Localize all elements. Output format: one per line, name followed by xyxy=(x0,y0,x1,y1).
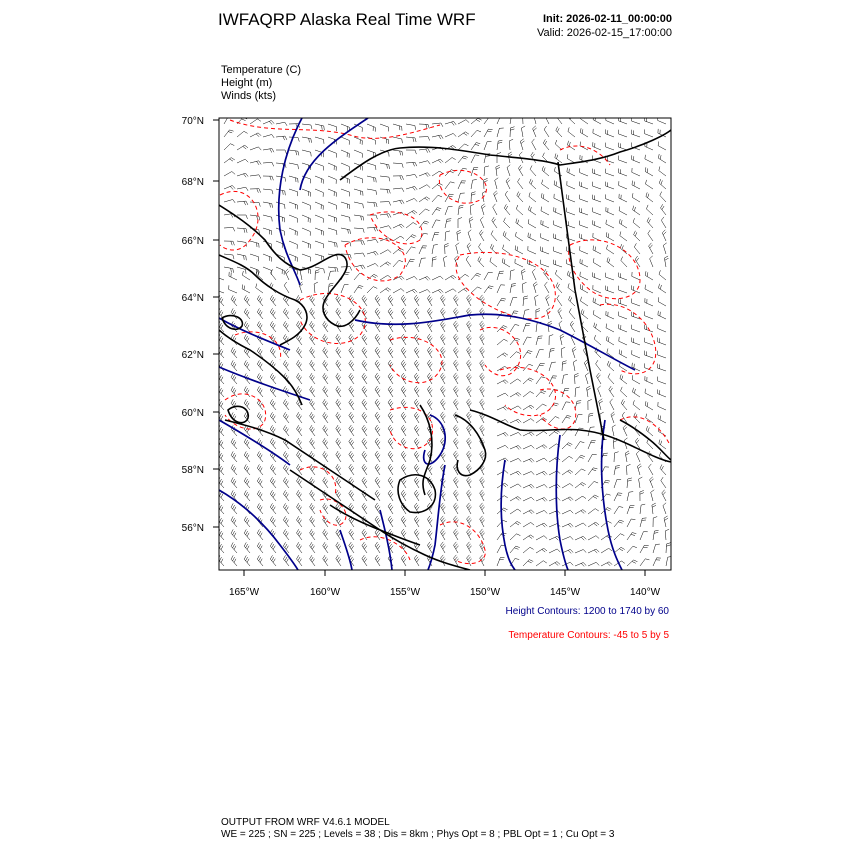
temperature-contour xyxy=(440,522,485,564)
valid-time: Valid: 2026-02-15_17:00:00 xyxy=(537,27,672,39)
variable-winds: Winds (kts) xyxy=(221,90,276,102)
lat-tick-label: 62°N xyxy=(181,350,204,361)
longitude-axis xyxy=(229,570,661,598)
temperature-contour xyxy=(225,394,266,429)
height-contour-legend: Height Contours: 1200 to 1740 by 60 xyxy=(505,606,669,617)
temperature-contour xyxy=(345,238,405,281)
model-settings: WE = 225 ; SN = 225 ; Levels = 38 ; Dis = 8km ; Phys Opt = 8 ; PBL Opt = 1 ; Cu Opt = 3 xyxy=(221,829,615,840)
lon-tick-label: 150°W xyxy=(469,587,501,598)
height-contour xyxy=(300,118,368,190)
temperature-contour xyxy=(390,337,442,382)
map-title: IWFAQRP Alaska Real Time WRF xyxy=(218,10,476,29)
height-contour xyxy=(340,530,352,570)
lon-tick-label: 165°W xyxy=(228,587,260,598)
height-contour xyxy=(355,314,635,370)
northwest-coast xyxy=(219,205,360,326)
lon-tick-label: 140°W xyxy=(629,587,661,598)
temperature-contour xyxy=(390,407,433,448)
lon-tick-label: 155°W xyxy=(389,587,421,598)
height-contour xyxy=(219,420,290,465)
model-info: OUTPUT FROM WRF V4.6.1 MODEL xyxy=(221,817,390,828)
temperature-contour xyxy=(480,327,521,375)
kenai-peninsula xyxy=(455,415,486,476)
variable-temperature: Temperature (C) xyxy=(221,64,302,76)
lon-tick-label: 145°W xyxy=(549,587,581,598)
temperature-contour xyxy=(569,240,640,299)
variable-height: Height (m) xyxy=(221,77,273,89)
height-contour xyxy=(501,460,515,570)
latitude-axis xyxy=(182,116,219,534)
lat-tick-label: 56°N xyxy=(181,523,204,534)
lat-tick-label: 66°N xyxy=(181,236,204,247)
temperature-contour xyxy=(230,120,440,138)
height-contour xyxy=(219,367,310,400)
temperature-contour-legend: Temperature Contours: -45 to 5 by 5 xyxy=(508,630,669,641)
lat-tick-label: 64°N xyxy=(181,293,204,304)
temperature-contour xyxy=(300,293,365,343)
canada-border xyxy=(558,162,604,440)
init-time: Init: 2026-02-11_00:00:00 xyxy=(542,13,672,25)
st-lawrence-island xyxy=(222,316,242,330)
temperature-contour xyxy=(600,304,656,374)
height-contour xyxy=(219,318,290,350)
lon-tick-label: 160°W xyxy=(309,587,341,598)
lat-tick-label: 58°N xyxy=(181,465,204,476)
lat-tick-label: 60°N xyxy=(181,408,204,419)
lat-tick-label: 70°N xyxy=(181,116,204,127)
lat-tick-label: 68°N xyxy=(181,177,204,188)
temperature-contour xyxy=(540,389,576,429)
